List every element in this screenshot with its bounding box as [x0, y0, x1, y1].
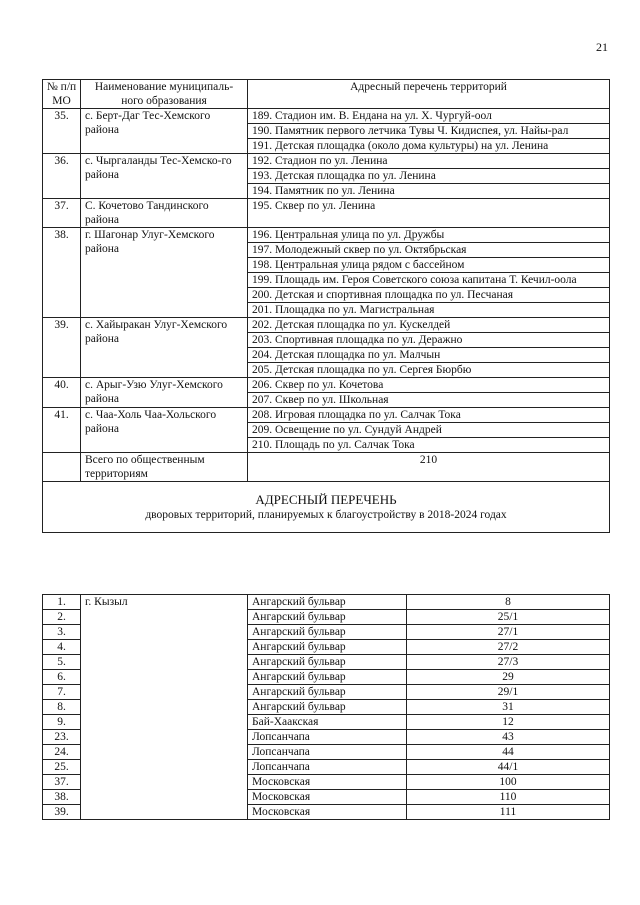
- municipality-name: с. Чаа-Холь Чаа-Хольского района: [81, 408, 248, 453]
- header-municipality: Наименование муниципаль-ного образования: [81, 80, 248, 109]
- row-number: 40.: [43, 378, 81, 408]
- street-name: Ангарский бульвар: [248, 625, 407, 640]
- municipality-name: с. Берт-Даг Тес-Хемского района: [81, 109, 248, 154]
- row-number: 39.: [43, 805, 81, 820]
- public-territories-table: [42, 79, 610, 533]
- territory-address: 190. Памятник первого летчика Тувы Ч. Кидиспея, ул. Найы-рал: [248, 124, 610, 139]
- municipality-name: С. Кочетово Тандинского района: [81, 199, 248, 228]
- subsection-description: дворовых территорий, планируемых к благоустройству в 2018-2024 годах: [145, 508, 507, 521]
- territory-address: 207. Сквер по ул. Школьная: [248, 393, 610, 408]
- street-name: Ангарский бульвар: [248, 610, 407, 625]
- table-row: [43, 199, 610, 228]
- street-name: Московская: [248, 790, 407, 805]
- row-number: 37.: [43, 775, 81, 790]
- territory-address: 206. Сквер по ул. Кочетова: [248, 378, 610, 393]
- row-number: 39.: [43, 318, 81, 378]
- house-number: 29: [407, 670, 610, 685]
- territory-address: 208. Игровая площадка по ул. Салчак Тока: [248, 408, 610, 423]
- street-name: Лопсанчапа: [248, 760, 407, 775]
- street-name: Ангарский бульвар: [248, 685, 407, 700]
- row-number: 37.: [43, 199, 81, 228]
- page-number: 21: [596, 40, 608, 54]
- yard-territories-body: [43, 595, 610, 820]
- table-header-row: [43, 80, 610, 109]
- territory-address: 196. Центральная улица по ул. Дружбы: [248, 228, 610, 243]
- territory-address: 199. Площадь им. Героя Советского союза капитана Т. Кечил-оола: [248, 273, 610, 288]
- row-number: 1.: [43, 595, 81, 610]
- table-row: [43, 109, 610, 124]
- territory-address: 204. Детская площадка по ул. Малчын: [248, 348, 610, 363]
- municipality-name: г. Шагонар Улуг-Хемского района: [81, 228, 248, 318]
- street-name: Ангарский бульвар: [248, 655, 407, 670]
- house-number: 43: [407, 730, 610, 745]
- row-number: 24.: [43, 745, 81, 760]
- table-row: [43, 378, 610, 393]
- row-number: 2.: [43, 610, 81, 625]
- house-number: 27/3: [407, 655, 610, 670]
- row-number: 35.: [43, 109, 81, 154]
- municipality-name: с. Хайыракан Улуг-Хемского района: [81, 318, 248, 378]
- row-number: 9.: [43, 715, 81, 730]
- total-num-empty: [43, 453, 81, 482]
- house-number: 111: [407, 805, 610, 820]
- street-name: Ангарский бульвар: [248, 670, 407, 685]
- street-name: Московская: [248, 775, 407, 790]
- row-number: 5.: [43, 655, 81, 670]
- territory-address: 209. Освещение по ул. Сундуй Андрей: [248, 423, 610, 438]
- row-number: 8.: [43, 700, 81, 715]
- territory-address: 201. Площадка по ул. Магистральная: [248, 303, 610, 318]
- territory-address: 195. Сквер по ул. Ленина: [248, 199, 610, 228]
- row-number: 6.: [43, 670, 81, 685]
- street-name: Ангарский бульвар: [248, 595, 407, 610]
- yard-territories-table: [42, 594, 610, 820]
- municipality-name: с. Чыргаланды Тес-Хемско-го района: [81, 154, 248, 199]
- house-number: 27/2: [407, 640, 610, 655]
- house-number: 110: [407, 790, 610, 805]
- city-name: г. Кызыл: [81, 595, 248, 820]
- territory-address: 194. Памятник по ул. Ленина: [248, 184, 610, 199]
- house-number: 27/1: [407, 625, 610, 640]
- street-name: Ангарский бульвар: [248, 640, 407, 655]
- territory-address: 200. Детская и спортивная площадка по ул. Песчаная: [248, 288, 610, 303]
- house-number: 44: [407, 745, 610, 760]
- territory-address: 189. Стадион им. В. Ендана на ул. Х. Чургуй-оол: [248, 109, 610, 124]
- territory-address: 197. Молодежный сквер по ул. Октябрьская: [248, 243, 610, 258]
- territory-address: 210. Площадь по ул. Салчак Тока: [248, 438, 610, 453]
- territory-address: 191. Детская площадка (около дома культуры) на ул. Ленина: [248, 139, 610, 154]
- house-number: 25/1: [407, 610, 610, 625]
- row-number: 3.: [43, 625, 81, 640]
- table-row: [43, 408, 610, 423]
- house-number: 29/1: [407, 685, 610, 700]
- total-label: Всего по общественным территориям: [81, 453, 248, 482]
- street-name: Ангарский бульвар: [248, 700, 407, 715]
- row-number: 4.: [43, 640, 81, 655]
- house-number: 44/1: [407, 760, 610, 775]
- territory-address: 205. Детская площадка по ул. Сергея Бюрбю: [248, 363, 610, 378]
- total-row: [43, 453, 610, 482]
- row-number: 41.: [43, 408, 81, 453]
- row-number: 25.: [43, 760, 81, 775]
- territory-address: 202. Детская площадка по ул. Кускелдей: [248, 318, 610, 333]
- row-number: 23.: [43, 730, 81, 745]
- public-territories-body: [43, 109, 610, 533]
- territory-address: 193. Детская площадка по ул. Ленина: [248, 169, 610, 184]
- subsection-header: [43, 482, 610, 533]
- territory-address: 198. Центральная улица рядом с бассейном: [248, 258, 610, 273]
- header-num: № п/п МО: [43, 80, 81, 109]
- table-row: [43, 228, 610, 243]
- row-number: 36.: [43, 154, 81, 199]
- header-addresses: Адресный перечень территорий: [248, 80, 610, 109]
- street-name: Московская: [248, 805, 407, 820]
- street-name: Лопсанчапа: [248, 745, 407, 760]
- table-row: [43, 154, 610, 169]
- house-number: 31: [407, 700, 610, 715]
- row-number: 7.: [43, 685, 81, 700]
- total-value: 210: [248, 453, 610, 482]
- row-number: 38.: [43, 790, 81, 805]
- house-number: 12: [407, 715, 610, 730]
- territory-address: 203. Спортивная площадка по ул. Деражно: [248, 333, 610, 348]
- municipality-name: с. Арыг-Узю Улуг-Хемского района: [81, 378, 248, 408]
- row-number: 38.: [43, 228, 81, 318]
- house-number: 8: [407, 595, 610, 610]
- table-row: [43, 595, 610, 610]
- subsection-title: АДРЕСНЫЙ ПЕРЕЧЕНЬ: [255, 491, 397, 507]
- street-name: Лопсанчапа: [248, 730, 407, 745]
- territory-address: 192. Стадион по ул. Ленина: [248, 154, 610, 169]
- table-row: [43, 318, 610, 333]
- house-number: 100: [407, 775, 610, 790]
- street-name: Бай-Хаакская: [248, 715, 407, 730]
- subsection-header-row: [43, 482, 610, 533]
